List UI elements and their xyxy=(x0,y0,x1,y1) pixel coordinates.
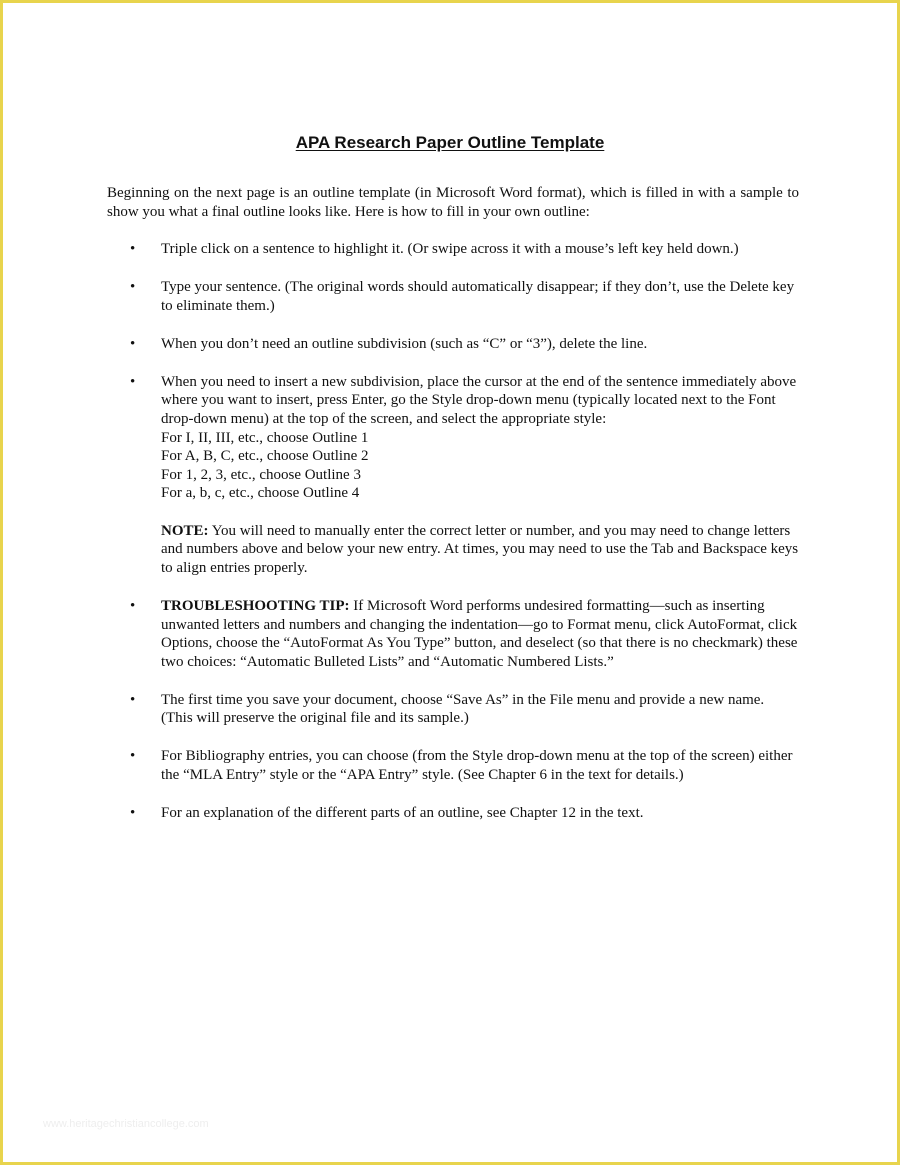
watermark: www.heritagechristiancollege.com xyxy=(43,1118,209,1130)
style-line-outline-2: For A, B, C, etc., choose Outline 2 xyxy=(161,448,369,465)
list-item-text: If Microsoft Word performs undesired formatting—such as inserting unwanted letters and numbers and changing the indentation—go to Format menu, click AutoFormat, click Options, choose the “AutoFormat As You Type” button, and deselect (so that there is no checkmark) these two choices: “Automatic Bulleted Lists” and “Automatic Numbered Lists.” xyxy=(161,597,798,670)
list-item-explanation xyxy=(107,804,799,823)
list-item-text: For Bibliography entries, you can choose (from the Style drop-down menu at the top of the screen) either the “MLA Entry” style or the “APA Entry” style. (See Chapter 6 in the text for details.) xyxy=(161,748,793,784)
list-item-text: When you need to insert a new subdivision, place the cursor at the end of the sentence immediately above where you want to insert, press Enter, go the Style drop-down menu (typically located next to the Font drop-down menu) at the top of the screen, and select the appropriate style: xyxy=(161,373,797,428)
bullet-icon: • xyxy=(130,691,136,708)
list-item-troubleshooting xyxy=(107,597,799,671)
bullet-icon: • xyxy=(130,748,136,765)
bullet-icon: • xyxy=(130,335,136,352)
bullet-icon: • xyxy=(130,279,136,296)
list-item-text: For an explanation of the different parts of an outline, see Chapter 12 in the text. xyxy=(161,805,644,822)
list-item-text: The first time you save your document, choose “Save As” in the File menu and provide a new name. (This will preserve the original file and its sample.) xyxy=(161,691,765,727)
note-paragraph xyxy=(161,522,799,578)
intro-paragraph: Beginning on the next page is an outline template (in Microsoft Word format), which is filled in with a sample to show you what a final outline looks like. Here is how to fill in your own outline: xyxy=(107,185,799,220)
style-line-outline-1: For I, II, III, etc., choose Outline 1 xyxy=(161,429,369,446)
instruction-list xyxy=(107,240,799,842)
bullet-icon: • xyxy=(130,805,136,822)
troubleshooting-label: TROUBLESHOOTING TIP: xyxy=(161,597,350,614)
note-text: You will need to manually enter the correct letter or number, and you may need to change letters and numbers above and below your new entry. At times, you may need to use the Tab and Backspace keys to align entries properly. xyxy=(161,522,799,576)
list-item-text: When you don’t need an outline subdivision (such as “C” or “3”), delete the line. xyxy=(161,335,648,352)
style-line-outline-3: For 1, 2, 3, etc., choose Outline 3 xyxy=(161,466,361,483)
bullet-icon: • xyxy=(130,373,136,390)
note-label: NOTE: xyxy=(161,522,209,539)
list-item-type xyxy=(107,278,799,315)
list-item-text: Triple click on a sentence to highlight it. (Or swipe across it with a mouse’s left key held down.) xyxy=(161,241,739,257)
list-item-highlight xyxy=(107,240,799,259)
bullet-icon: • xyxy=(130,241,136,257)
list-item-bibliography xyxy=(107,747,799,784)
list-item-text: Type your sentence. (The original words should automatically disappear; if they don’t, use the Delete key to eliminate them.) xyxy=(161,279,795,314)
bullet-icon: • xyxy=(130,597,136,614)
list-item-subdivision xyxy=(107,373,799,578)
page-title: APA Research Paper Outline Template xyxy=(295,133,605,152)
style-line-outline-4: For a, b, c, etc., choose Outline 4 xyxy=(161,485,360,502)
list-item-delete xyxy=(107,335,799,354)
list-item-save-as xyxy=(107,691,799,728)
